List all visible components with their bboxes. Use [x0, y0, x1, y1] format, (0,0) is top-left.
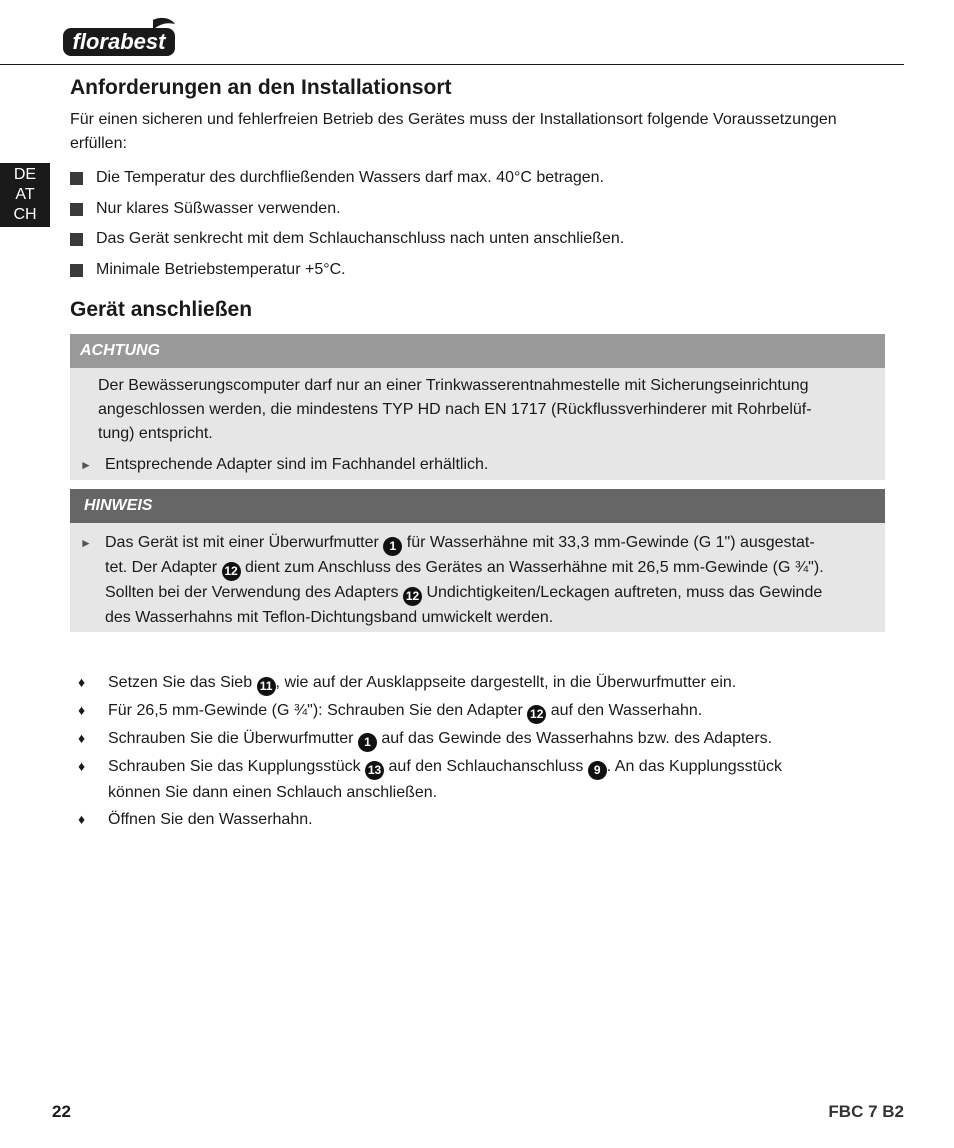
florabest-logo: [61, 16, 179, 58]
hinweis-box: [70, 523, 885, 632]
arrow-right-icon: ►: [80, 458, 92, 472]
install-intro: [70, 108, 880, 156]
part-number-badge: 12: [527, 705, 546, 724]
part-number-badge: 13: [365, 761, 384, 780]
list-item: [70, 197, 890, 228]
arrow-right-icon: ►: [80, 536, 92, 550]
hinweis-line: Sollten bei der Verwendung des Adapters 12 Undichtigkeiten/Leckagen auftreten, muss das Gewinde: [105, 581, 880, 606]
part-number-badge: 9: [588, 761, 607, 780]
achtung-line: tung) entspricht.: [98, 425, 213, 442]
achtung-arrow-item: [80, 453, 870, 477]
square-bullet-icon: [70, 172, 83, 185]
square-bullet-icon: [70, 264, 83, 277]
logo-text: florabest: [72, 29, 166, 54]
hinweis-line: des Wasserhahns mit Teflon-Dichtungsband umwickelt werden.: [105, 609, 554, 626]
list-item: ♦ Setzen Sie das Sieb 11 , wie auf der Ausklappseite dargestellt, in die Überwurfmutter ein.: [78, 670, 878, 696]
square-bullet-icon: [70, 203, 83, 216]
list-item: [70, 258, 890, 289]
list-item-text: Die Temperatur des durchfließenden Wassers darf max. 40°C betragen.: [96, 169, 604, 186]
achtung-header: ACHTUNG: [70, 334, 885, 368]
lang-at: AT: [15, 186, 35, 203]
lang-de: DE: [13, 166, 37, 183]
hinweis-line: tet. Der Adapter 12 dient zum Anschluss des Gerätes an Wasserhähne mit 26,5 mm-Gewinde (G ¾").: [105, 556, 880, 581]
achtung-box: [70, 368, 885, 480]
connection-steps-list: [78, 670, 878, 834]
install-requirements-list: [70, 166, 890, 288]
diamond-bullet-icon: ♦: [78, 730, 86, 746]
part-number-badge: 12: [403, 587, 422, 606]
diamond-bullet-icon: ♦: [78, 674, 86, 690]
diamond-bullet-icon: ♦: [78, 811, 86, 827]
part-number-badge: 1: [358, 733, 377, 752]
part-number-badge: 12: [222, 562, 241, 581]
arrow-item-text: Entsprechende Adapter sind im Fachhandel erhältlich.: [105, 456, 489, 473]
diamond-bullet-icon: ♦: [78, 758, 86, 774]
intro-line: Für einen sicheren und fehlerfreien Betrieb des Gerätes muss der Installationsort folgende Voraussetzungen: [70, 111, 837, 128]
list-item-text: Das Gerät senkrecht mit dem Schlauchanschluss nach unten anschließen.: [96, 230, 625, 247]
part-number-badge: 1: [383, 537, 402, 556]
part-number-badge: 11: [257, 677, 276, 696]
achtung-text: [98, 374, 868, 446]
hinweis-arrow-item: [80, 531, 880, 630]
achtung-line: angeschlossen werden, die mindestens TYP HD nach EN 1717 (Rückflussverhinderer mit Rohrbelüf-: [98, 401, 812, 418]
list-item: [70, 227, 890, 258]
square-bullet-icon: [70, 233, 83, 246]
header-divider: [0, 64, 904, 65]
list-item: ♦ Öffnen Sie den Wasserhahn.: [78, 807, 878, 832]
section-title-install: Anforderungen an den Installationsort: [70, 76, 452, 99]
list-item-text: Minimale Betriebstemperatur +5°C.: [96, 260, 346, 278]
list-item: ♦ Schrauben Sie die Überwurfmutter 1 auf das Gewinde des Wasserhahns bzw. des Adapters.: [78, 726, 878, 752]
list-item-text: Nur klares Süßwasser verwenden.: [96, 199, 341, 217]
lang-ch: CH: [13, 206, 37, 223]
model-number: FBC 7 B2: [828, 1102, 904, 1121]
diamond-bullet-icon: ♦: [78, 702, 86, 718]
language-tab: [0, 163, 50, 227]
achtung-line: Der Bewässerungscomputer darf nur an einer Trinkwasserentnahmestelle mit Sicherungseinrichtung: [98, 377, 809, 394]
list-item: ♦ Für 26,5 mm-Gewinde (G ¾"): Schrauben Sie den Adapter 12 auf den Wasserhahn.: [78, 698, 878, 724]
intro-line: erfüllen:: [70, 135, 127, 152]
list-item: ♦ Schrauben Sie das Kupplungsstück 13 auf den Schlauchanschluss 9 . An das Kupplungsstück können Sie dann einen Schlauch anschließen.: [78, 754, 878, 805]
page-number: 22: [52, 1102, 71, 1121]
hinweis-line: Das Gerät ist mit einer Überwurfmutter 1 für Wasserhähne mit 33,3 mm-Gewinde (G 1") ausgestat-: [105, 531, 880, 556]
hinweis-header: HINWEIS: [70, 489, 885, 523]
section-title-connect: Gerät anschließen: [70, 298, 253, 321]
list-item: [70, 166, 890, 197]
